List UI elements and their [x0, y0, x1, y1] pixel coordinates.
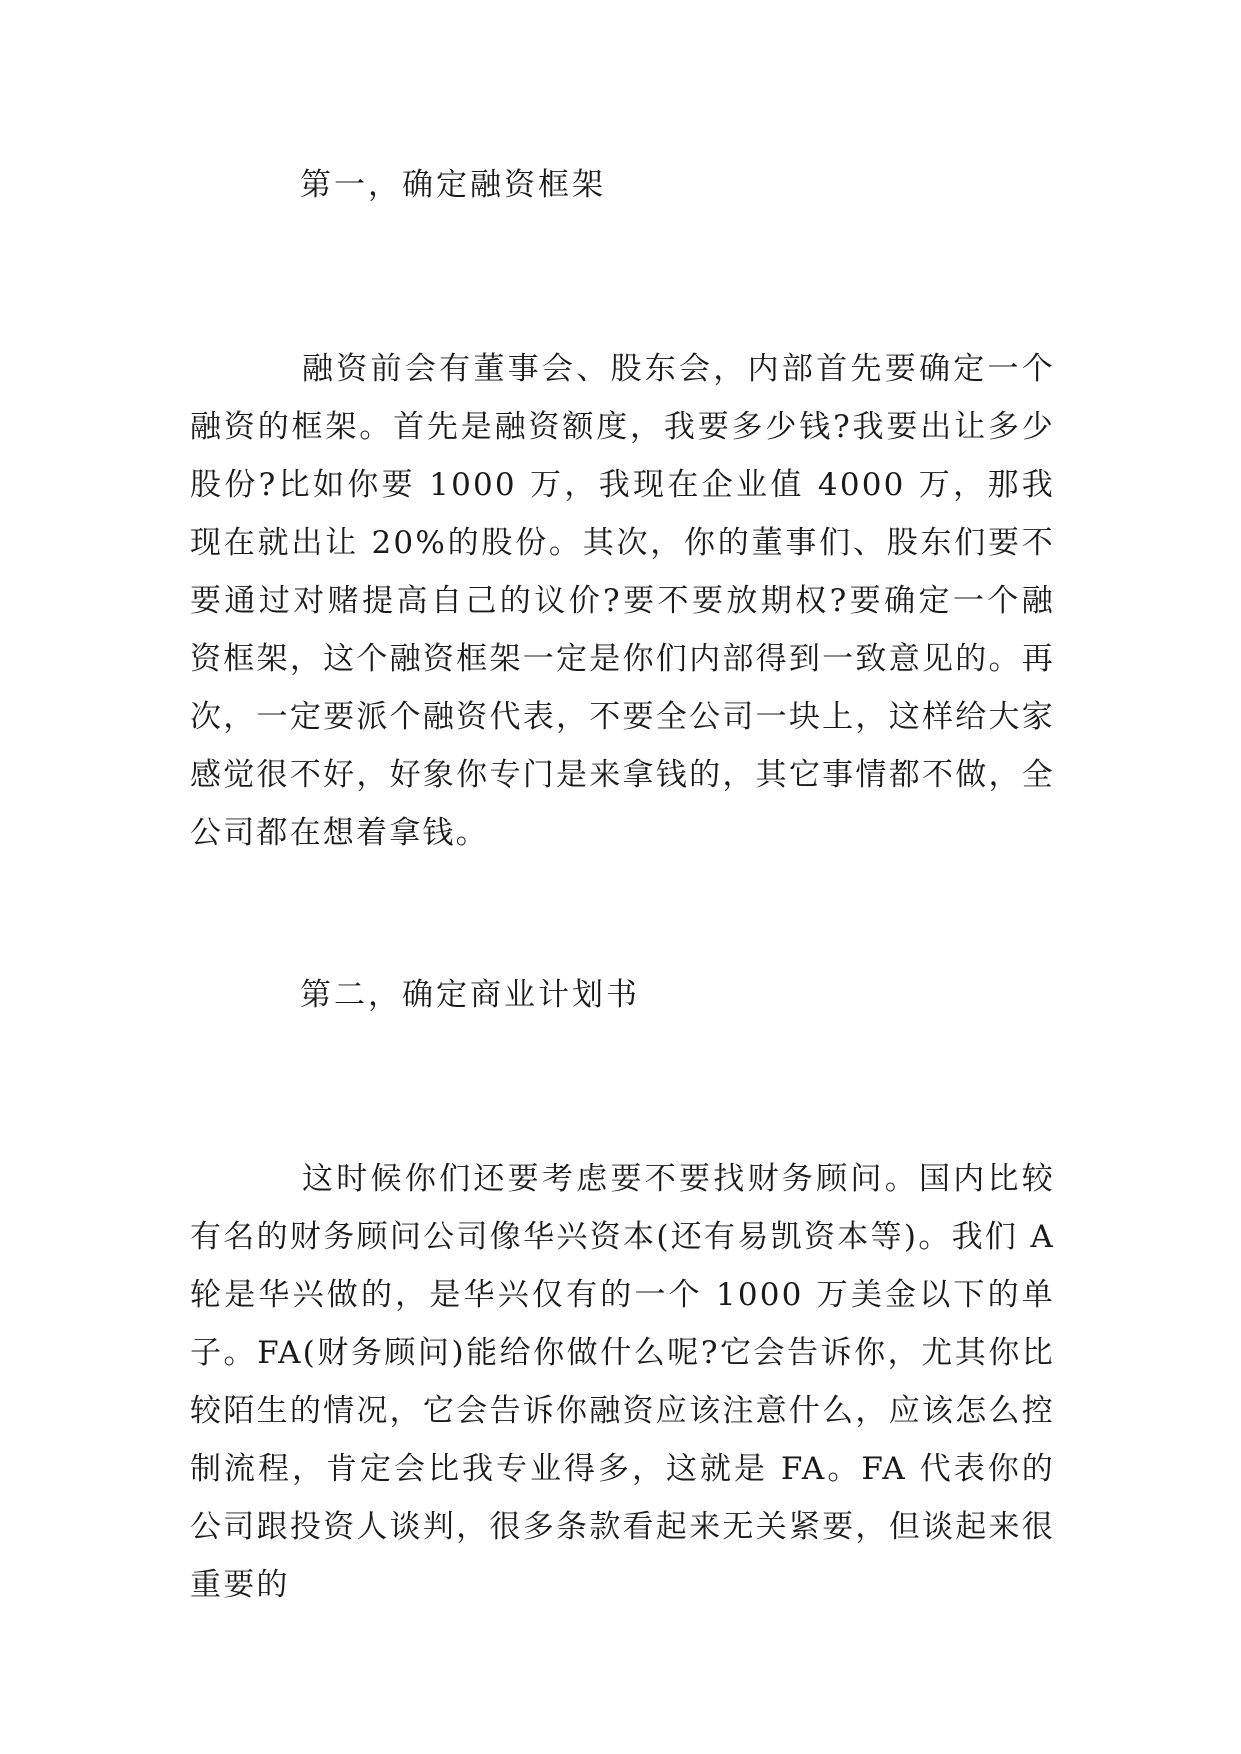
section-heading-1: 第一，确定融资框架: [300, 167, 606, 203]
section-paragraph-1: 融资前会有董事会、股东会，内部首先要确定一个融资的框架。首先是融资额度，我要多少钱?我要出让多少股份?比如你要 1000 万，我现在企业值 4000 万，那我现在就出让 20%的股份。其次，你的董事们、股东们要不要通过对赌提高自己的议价?要不要放期权?要确定一个融资框架，这个融资框架一定是你们内部得到一致意见的。再次，一定要派个融资代表，不要全公司一块上，这样给大家感觉很不好，好象你专门是来拿钱的，其它事情都不做，全公司都在想着拿钱。: [190, 351, 1055, 851]
section-heading-2: 第二，确定商业计划书: [300, 977, 640, 1013]
section-paragraph-2: 这时候你们还要考虑要不要找财务顾问。国内比较有名的财务顾问公司像华兴资本(还有易凯资本等)。我们 A 轮是华兴做的，是华兴仅有的一个 1000 万美金以下的单子。FA(财务顾问)能给你做什么呢?它会告诉你，尤其你比较陌生的情况，它会告诉你融资应该注意什么，应该怎么控制流程，肯定会比我专业得多，这就是 FA。FA 代表你的公司跟投资人谈判，很多条款看起来无关紧要，但谈起来很重要的: [190, 1161, 1055, 1603]
